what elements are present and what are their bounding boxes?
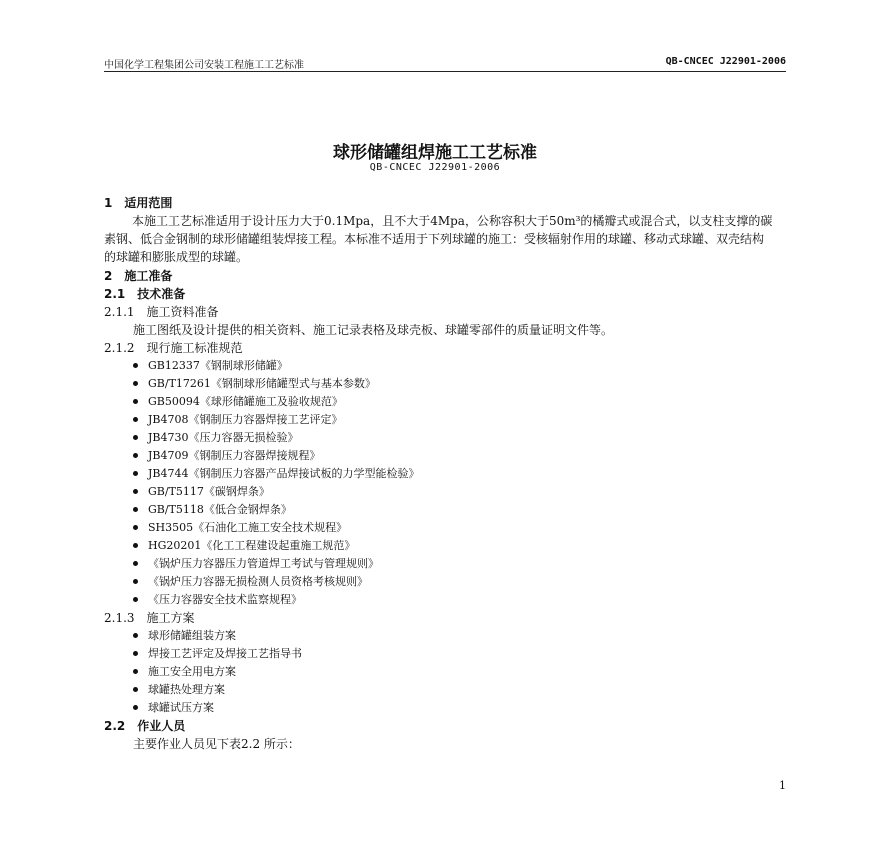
bullet-icon [133, 507, 138, 512]
list-item: SH3505《石油化工施工安全技术规程》 [133, 521, 347, 535]
bullet-icon [133, 435, 138, 440]
list-item: 球形储罐组装方案 [133, 629, 236, 643]
section-2-1-heading: 2.1 技术准备 [104, 287, 186, 301]
section-2-1-3-heading: 2.1.3 施工方案 [104, 611, 195, 625]
bullet-icon [133, 543, 138, 548]
bullet-icon [133, 579, 138, 584]
list-item: 球罐热处理方案 [133, 683, 225, 697]
list-item: GB12337《钢制球形储罐》 [133, 359, 288, 373]
list-item: JB4709《钢制压力容器焊接规程》 [133, 449, 321, 463]
bullet-icon [133, 705, 138, 710]
section-1-text: 本施工工艺标准适用于设计压力大于0.1Mpa，且不大于4Mpa，公称容积大于50m³的橘瓣式或混合式，以支柱支撑的碳素钢、低合金钢制的球形储罐组装焊接工程。本标准不适用于下列球罐的施工：受核辐射作用的球罐、移动式球罐、双壳结构的球罐和膨胀成型的球罐。 [104, 214, 773, 264]
section-2-heading: 2 施工准备 [104, 269, 173, 283]
list-item: JB4744《钢制压力容器产品焊接试板的力学型能检验》 [133, 467, 420, 481]
list-item: HG20201《化工工程建设起重施工规范》 [133, 539, 355, 553]
list-item: GB/T17261《钢制球形储罐型式与基本参数》 [133, 377, 376, 391]
section-2-2-body: 主要作业人员见下表2.2 所示： [133, 737, 300, 751]
list-item: 施工安全用电方案 [133, 665, 236, 679]
bullet-icon [133, 669, 138, 674]
bullet-icon [133, 489, 138, 494]
list-item: GB/T5118《低合金钢焊条》 [133, 503, 292, 517]
section-2-1-1-body: 施工图纸及设计提供的相关资料、施工记录表格及球壳板、球罐零部件的质量证明文件等。 [133, 323, 614, 337]
list-item: GB50094《球形储罐施工及验收规范》 [133, 395, 343, 409]
list-item: JB4708《钢制压力容器焊接工艺评定》 [133, 413, 343, 427]
list-item: 《锅炉压力容器无损检测人员资格考核规则》 [133, 575, 368, 589]
bullet-icon [133, 597, 138, 602]
section-2-1-2-heading: 2.1.2 现行施工标准规范 [104, 341, 243, 355]
bullet-icon [133, 687, 138, 692]
bullet-icon [133, 633, 138, 638]
bullet-icon [133, 363, 138, 368]
header-divider [104, 71, 786, 72]
header-right-code: QB-CNCEC J22901-2006 [665, 56, 786, 67]
page-number: 1 [779, 779, 786, 792]
section-1-body [104, 212, 774, 266]
list-item: 焊接工艺评定及焊接工艺指导书 [133, 647, 302, 661]
bullet-icon [133, 453, 138, 458]
page-header [104, 56, 786, 70]
list-item: 《锅炉压力容器压力管道焊工考试与管理规则》 [133, 557, 379, 571]
list-item: JB4730《压力容器无损检验》 [133, 431, 299, 445]
bullet-icon [133, 417, 138, 422]
bullet-icon [133, 471, 138, 476]
document-title: 球形储罐组焊施工工艺标准 [333, 143, 537, 163]
bullet-icon [133, 561, 138, 566]
bullet-icon [133, 651, 138, 656]
list-item: GB/T5117《碳钢焊条》 [133, 485, 270, 499]
document-code: QB-CNCEC J22901-2006 [369, 162, 501, 173]
bullet-icon [133, 399, 138, 404]
list-item: 《压力容器安全技术监察规程》 [133, 593, 302, 607]
bullet-icon [133, 381, 138, 386]
section-1-heading: 1 适用范围 [104, 196, 173, 210]
section-2-1-1-heading: 2.1.1 施工资料准备 [104, 305, 219, 319]
list-item: 球罐试压方案 [133, 701, 214, 715]
bullet-icon [133, 525, 138, 530]
header-left-text: 中国化学工程集团公司安装工程施工工艺标准 [104, 60, 304, 71]
section-2-2-heading: 2.2 作业人员 [104, 719, 186, 733]
